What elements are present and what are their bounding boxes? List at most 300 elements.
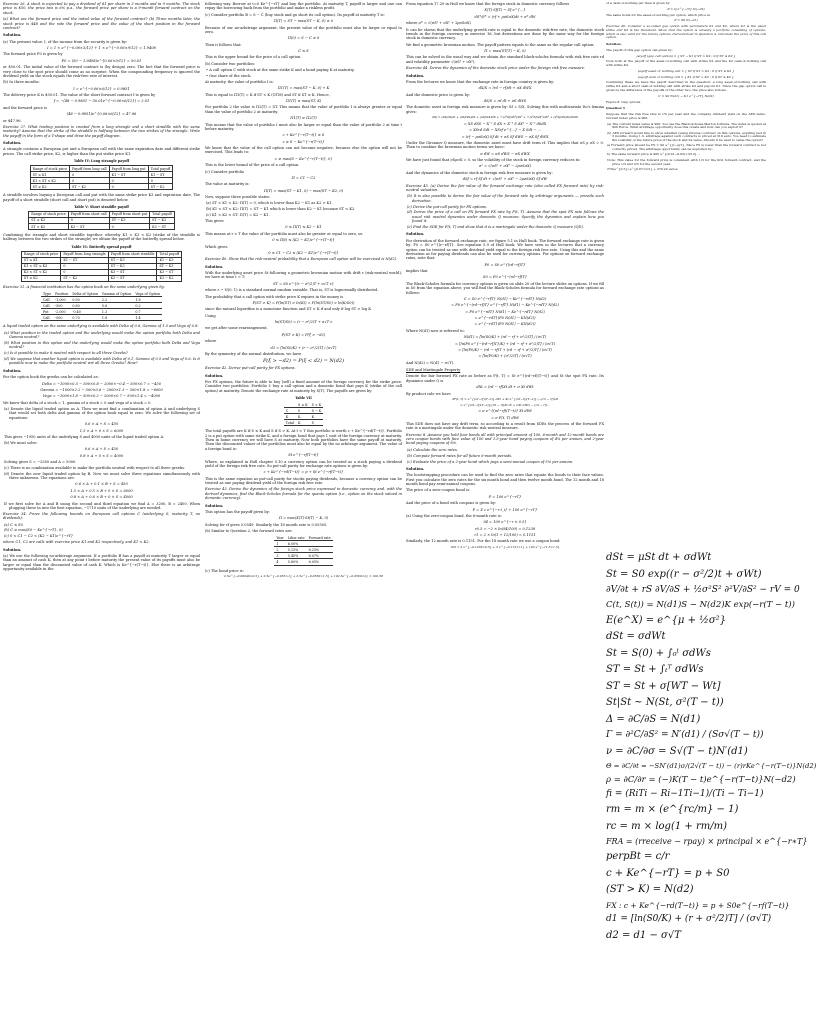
equation: dS/S = rd dt + σS dWS — [483, 99, 527, 103]
equation: X(T)·Sf(T) ~ Sf e^{...} — [484, 8, 526, 13]
paragraph: where σ* = √(σS² + σX² + 2ρσSσX) — [406, 21, 471, 26]
paragraph: This gives: — [205, 219, 225, 223]
equation: Vega = −1000×1.8 − 500×0.2 − 2000×0.7 − 500×1.4 = −4000 — [42, 394, 161, 399]
table-cell: -500 — [53, 315, 70, 321]
equation: 0.8 × A + 0.6 × B + 0 × S = 4000 — [70, 495, 133, 500]
formula: rc = m × log(1 + rm/m) — [606, 820, 727, 832]
paragraph: A straddle involves buying a European call and put with the same strike price K3 and expiration date. The payoff of a short straddle (short call and short put) is denoted below. — [3, 193, 200, 202]
paragraph: This SDE does not have any drift term, so according to a result from SDEs the process of the forward FX rate is a martingale under the domestic risk neutral measure. — [406, 421, 604, 431]
table-cell: -500 — [53, 303, 70, 309]
exercise-42: Exercise 42. Derive put-call parity for FX options. — [205, 366, 296, 371]
table-cell: Total — [285, 420, 295, 425]
paragraph: And the price of a bond with coupons is given by: — [406, 501, 497, 506]
paragraph: A strangle contains a European put and a European call with the same expiration date and different strike prices. The call strike price, K2, is higher than the put strike price K1. — [3, 147, 200, 156]
table-cell: 5.45% — [286, 553, 307, 559]
equation: 0.6 × A + S = 450 — [84, 447, 119, 452]
paragraph: We have just found that σSρσX = 0, so the volatility of the stock in foreign currency reduces to: — [406, 158, 581, 163]
paragraph: since the natural logarithm is a monotone function and ST > K if and only if log ST > log K. — [205, 307, 373, 312]
equation: Gamma = −1000×2.2 − 500×0.6 − 2000×1.3 − 500×1.8 = −6000 — [40, 387, 163, 392]
paragraph: Note both at the payoff of the asset-or-nothing call with strike K2 and the K2 cash-or-nothing call with strike K2. — [606, 59, 766, 68]
equation: c + Ke^{−rd(T−t)} = p + St e^{−rf(T−t)} — [263, 470, 344, 475]
table-cell: 4 — [274, 559, 285, 565]
equation: σ² = √(σS² + σX² − 2ρσSσX) — [478, 164, 531, 169]
equation: 0.6 × A + S = 450 — [84, 422, 119, 427]
paragraph: or $50.01. The initial value of the forward contract is (by design) zero. The fact that the forward price is very close to the spot price should come as no surprise. When the compounding frequency is ignored the dividend yield on the stock equals the risk-free rate of interest. — [3, 65, 200, 78]
paragraph: (a) The present value, I, of the income from the security is given by: — [3, 39, 128, 44]
table-cell: 0.6 — [100, 303, 133, 309]
paragraph: This is equal to Π1(T) = K if ST < K (OTM) and ST if ST ≥ K. Hence, — [205, 92, 330, 97]
question-item: (c) Evaluate the price of a 2-year bond which pays a semi-annual coupon of 5% per annum. — [407, 459, 574, 464]
equation: Π = max(ST(T) − K, 0) — [484, 49, 526, 53]
table-cell: K1 − K3 — [157, 257, 182, 263]
paragraph: Similarly, the 12 month rate is 0.1151. For the 18 month rate we use a coupon bond: — [406, 539, 561, 544]
equation: = [ln(F0/K) − (rd − rf)T + (rd − rf + σ²/2)T] / (σ√T) — [458, 347, 552, 352]
paragraph: The Black-Scholes formula for currency options is given on slide 20 of the lecture slides on options. If we fill in S0 from the equation above, you will find the Black-Scholes formula for forward exchange rate options as follows: — [406, 281, 604, 295]
paragraph: Now, suppose three possible states: — [205, 195, 271, 199]
equation: dF(t, T) = e^{(rd−rf)(T−t)} dXt + Xt e^{(rd−rf)(T−t)} (−(rd − rf))dt — [451, 396, 559, 401]
formula: c + Ke^{−rT} = p + S0 — [606, 867, 730, 879]
paragraph: Denote the fair forward FX rate as before as F(t, T) = St e^{(rd−rf)(T−t)} and St the spot FX rate. Its dynamics under Q is — [406, 374, 604, 383]
table-header-cell: Position — [55, 291, 69, 296]
table-row — [29, 224, 175, 230]
question-item: (d) We suppose that another liquid option is available with Delta of 0.1, Gamma of 0.5 and Vega of 0.6. Is it possible now to make the portfolio neutral wrt all three Greeks? How? — [4, 357, 200, 366]
paragraph: (c) Consider portfolio B = S − C (buy stock and go short its call option). Its payoff at maturity T is: — [205, 12, 385, 17]
table-cell: 0 — [70, 178, 109, 184]
equation: P = Σ c e^{−r t_i} + 100 e^{−rT} — [472, 507, 538, 512]
table-cell: 0 — [109, 178, 148, 184]
formula: (ST > K) = N(d2) — [606, 884, 694, 896]
formula: Γ = ∂²C/∂S² = N′(d1) / (Sσ√(T − t)) — [606, 730, 764, 741]
column-2 — [205, 2, 402, 1022]
table-cell: K — [284, 414, 296, 420]
paragraph: For the option book the greeks can be calculated as: — [3, 375, 99, 380]
option-book-table — [41, 291, 162, 321]
equation: C = S0 N(d1) − K1 e^{−rT} N(d2) — [658, 93, 714, 98]
equation: C ≤ S — [298, 49, 309, 53]
equation: c ≥ max(S − Ke^{−r(T−t)}, 0) — [275, 156, 332, 161]
table-header-cell: Forward rate — [308, 535, 331, 540]
equation: = XS dSS − X⁻² S dX + X⁻³ S dX² − X⁻² dSdX — [463, 121, 547, 126]
table-row — [21, 275, 181, 281]
table-cell: ST ≤ K1 — [21, 257, 60, 263]
long-strangle-table — [30, 165, 174, 190]
equation: r1 = 2 × ln(1 + 12/100) = 0.1151 — [474, 533, 536, 538]
equation: dX/X = (rd − rf)dt + σX dWX — [478, 86, 532, 91]
equation: = e^{−rdT}(F0 N(d1) − KN(d2)) — [474, 316, 536, 321]
table-row — [41, 315, 162, 321]
equation: F0 = (50 − 1.9408)e^{0.06×9/12} = 50.01 — [61, 58, 142, 63]
equation: 0 ≤ C1 − C2 ≤ (K2 − K1)e^{−r(T−t)} — [268, 250, 339, 255]
question-item: (a) The current index value is 900. You use the Black-Scholes-Merton formula. The index is quoted at 900 Euros. What arbitrage opportunity does this create and how can you exploit it? — [607, 121, 766, 130]
equation: 94 = 100 e^{−r × 0.5} — [483, 520, 527, 525]
paragraph: Solving for rf gives 0.0549. Similarly the 18 month rate is 0.05505. — [205, 522, 328, 527]
equation: = (rf − ρσSσX) Sf dt + σS Sf dWS − σX Sf dWX — [461, 134, 549, 139]
paragraph: Using — [205, 313, 216, 318]
equation: c ≥ S − Ke^{−r(T−t)} — [282, 139, 325, 144]
column-3 — [406, 2, 604, 1022]
table-cell: 0 — [61, 263, 108, 269]
table-cell: K1 − ST — [109, 172, 148, 178]
equation: P = S0 N(−d1) — [674, 18, 698, 23]
table-cell: K3 − ST — [68, 224, 109, 230]
equation: Π(0) = S − C ≥ 0 — [287, 36, 320, 41]
paragraph: The total payoffs are K if S ≤ K and S if S > K. At t < T this portfolio is worth c + Ke^{−rd(T−t)}. Portfolio 2 is a put option with same strike K, and a foreign bond that pays 1 unit of the foreign currency at maturity. Then in home currency we will have S at maturity. Now both portfolios have the same payoff at maturity. Then the discounted values of the portfolios must also be equal by the no arbitrage argument. The value of a foreign bond is: — [205, 429, 402, 451]
equation: ln(ST/S0) = (r − σ²/2)T + σ√T ε — [274, 320, 333, 324]
equation: = σ e^{(rd−rf)(T−t)} Xt dWt — [478, 409, 532, 414]
table-row — [30, 184, 173, 190]
paragraph: This option has the payoff given by: — [205, 509, 270, 514]
table-cell: 6.25% — [307, 547, 333, 553]
equation: Π1(T) ≥ max(ST, K) — [285, 99, 322, 103]
equation: (48 − 0.9851)e^{0.06×6/12} = 47.96 — [66, 112, 137, 117]
equation: P = Q e^{−rT} N(−d2) — [667, 6, 705, 11]
table-cell: ST − K3 — [108, 263, 157, 269]
equation: P(ST > K) = P(ξ > −d2) — [281, 332, 326, 337]
equation: 1.5 × A + 0 × S = 6000 — [79, 428, 124, 433]
table-cell: 3 — [274, 553, 285, 559]
question-heading: Question 3 — [606, 106, 625, 111]
table-cell: ST − K2 — [70, 184, 109, 190]
table-cell: 1 — [274, 541, 285, 547]
table-cell: K3 − ST — [108, 275, 157, 281]
paragraph: (c) There is no combination available to make the portfolio neutral with respect to all three greeks. — [4, 465, 186, 470]
table-cell: Call — [41, 315, 53, 321]
table-header-cell: Gamma of Option — [101, 291, 132, 296]
paragraph: or $47.96. — [3, 118, 22, 123]
list-item: (c) K1 < K2 < ST: Π(T) = K2 − K1. — [206, 213, 270, 218]
table-cell: K3 − ST — [108, 269, 157, 275]
table-cell: ST − K3 — [150, 217, 175, 223]
equation: payoff (gap call option) = { ST − K1 if ST > K2 ; 0 if ST ≤ K2 } — [636, 53, 736, 58]
table-caption: Table IV: Long strangle payoff — [73, 159, 130, 164]
question-item: (c) Is it possible to make it neutral with respect to all three Greeks? — [4, 351, 128, 356]
section-heading: SDE and Martingale Property — [406, 368, 461, 373]
table-cell: 6.07% — [307, 553, 333, 559]
table-cell: Call — [41, 303, 53, 309]
solution-label: Solution. — [3, 368, 22, 373]
table-row — [274, 559, 332, 565]
paragraph: Combining the strangle and short straddle together, whereby K1 < K3 < K2 (strike of the straddle is halfway between the two strikes of the strangle) we obtain the payoff of the butterfly spread below. — [3, 233, 200, 242]
paragraph: (c) The bond price is: — [205, 568, 244, 573]
table-cell: -1,000 — [53, 297, 70, 303]
table-cell: K3 − K2 — [157, 275, 182, 281]
paragraph: The value at maturity is: — [205, 182, 250, 187]
paragraph: where — [205, 339, 217, 344]
question-item: (a) What position in the traded option and the underlying would make the option portfolio both Delta and Gamma neutral? — [4, 330, 200, 340]
table-header-cell: S ≤ K — [298, 402, 308, 407]
question-item: (d) Derive the price of a call on FX forward FX rate by F(t, T). Assume that the spot FX rate follows the usual risk neutral dynamics under domestic Q measure. Specify the dynamics and explain how you found it. — [407, 210, 604, 224]
paragraph: And the domestic price is given by: — [406, 92, 471, 97]
table-caption: Table V: Short straddle payoff — [74, 204, 129, 209]
answer-item: b) The same forward price is 900 e^{(0.01−0.02)×3/12}... — [607, 152, 700, 157]
paragraph: where ε ~ N(0, 1) is a standard normal random variable. That is, ST is lognormally distributed. — [205, 288, 379, 293]
table-cell: K — [310, 414, 324, 420]
column-4 — [606, 2, 766, 547]
table-cell: ST ≤ K1 — [30, 172, 69, 178]
equation: 1.5 × A + 0.5 × B + 0 × S = 6000 — [70, 488, 133, 493]
exercise-27: Exercise 27. What trading position is created from a long strangle and a short straddle with the same maturity? Assume that the strike of the straddle is halfway between the two strikes of the strangle. Write the payoff in the form of a T-shape and draw the payoff diagram. — [3, 124, 200, 138]
question-item: (e) Find the SDE for F(t, T) and show that it is a martingale under the domestic Q measure (QD). — [407, 225, 584, 230]
paragraph: (a) Using the zero-coupon bond, the 6-month rate is: — [406, 513, 502, 518]
table-cell: -0.40 — [70, 309, 100, 315]
paragraph: We know that the value of the call option can not become negative, because else the option will not be exercised. This leads to: — [205, 146, 402, 155]
table-cell: Call — [41, 297, 53, 303]
equation: F0 = S0 e^{(rd−rf)T} — [484, 262, 526, 267]
formula: d2 = d1 − σ√T — [606, 929, 681, 941]
equation: Π = C1 − C2 — [291, 175, 316, 180]
table-cell: 2 — [274, 547, 285, 553]
paragraph: For portfolio 2 the value is Π2(T) = ST. This means that the value of portfolio I is always greater or equal than the value of portfolio 2 at maturity. — [205, 105, 402, 114]
paragraph: Because of our no-arbitrage argument, the present value of the portfolio must also be larger or equal to zero. — [205, 25, 402, 34]
equation: Π = max(X(T)·St(T) − K, 0) — [278, 516, 329, 521]
table-cell: ST − K2 — [148, 184, 173, 190]
paragraph: implies that — [406, 269, 428, 274]
formula: dSt = σdWt — [606, 631, 666, 643]
table-header-cell: Payoff from long strangle — [61, 251, 108, 257]
table-header-cell: Range of stock price — [29, 211, 68, 217]
paragraph: Which gives: — [205, 244, 229, 249]
paragraph: The delivery price K is $50.01. The value of the short forward contract f is given by — [3, 93, 156, 97]
table-cell: 0.80 — [70, 303, 100, 309]
question-item: (a) Calculate the zero rates. — [407, 447, 458, 452]
list-item: (b) K1 < ST < K2: Π(T) = ST − K1 which is lower than K2 − K1 because ST < K2. — [206, 207, 356, 212]
equation: payoff asset or nothing call = { ST if ST > K2 ; 0 if ST ≤ K2 } — [637, 68, 735, 73]
table-cell: 1.8 — [100, 315, 133, 321]
formula: C(t, S(t)) = N(d1)S − N(d2)K exp(−r(T − t)) — [606, 600, 795, 611]
paragraph: This means that the value of portfolio I must also be larger or equal than the value of portfolio 2 at time t before maturity. — [205, 122, 402, 131]
table-cell: 6.00% — [286, 541, 307, 547]
paragraph: The payoff of this gap option can given by: — [606, 47, 673, 52]
exercise-45: Exercise 45. (a) Derive the fair value of the forward exchange rate (also called FX forward rate) by risk-neutral valuation. — [406, 183, 604, 192]
exercise-31: Exercise 31. A financial institution has the option book on the same underlying given by: — [3, 284, 165, 289]
table-cell: K1 < ST < K2 — [30, 178, 69, 184]
paragraph: (c) Consider portfolio — [205, 169, 245, 174]
paragraph: And the dynamics of the domestic stock in foreign risk free measure is given by: — [406, 170, 553, 175]
equation: 0.8 × A + 0 × S = 4000 — [79, 453, 124, 458]
question-item: (b) Compute forward rates for all future 6-month periods. — [407, 453, 513, 458]
question-item: (b) It is also possible to derive the fair value of the forward rate by arbitrage arguments — provide such derivation. — [407, 194, 604, 203]
list-item: • One share of the stock. — [206, 74, 252, 78]
solution-label: Solution. — [406, 232, 425, 237]
equation: St e^{−rf(T−t)} — [288, 453, 319, 458]
equation: dSf = rf Sf dt + √(σS² + σX² − 2ρσSσX) Sf dW — [462, 177, 548, 182]
paragraph: (a) Denote the liquid traded option as A. Then we must find a combination of option A and underlying S that would set both delta and gamma of the option book equal to zero. We solve the following set of equations: — [4, 407, 200, 420]
table-cell: 1.8 — [133, 297, 162, 303]
table-cell: -2,000 — [53, 309, 70, 315]
question-item: (c) Derive the put-call parity for FX options. — [407, 204, 488, 209]
equation: Π1(T) ≥ Π2(T) — [290, 116, 317, 121]
formula: ρ = ∂C/∂r = (−)K(T − t)e^{−r(T−t)}N(−d2) — [606, 774, 796, 785]
paragraph: At maturity, the value of portfolio I is: — [205, 79, 274, 84]
table-cell: ST > K3 — [29, 224, 68, 230]
table-header-cell: Libor rate — [287, 535, 305, 540]
table-cell: 0 — [68, 217, 109, 223]
table-cell: 1.4 — [133, 315, 162, 321]
solution-label: Solution. — [205, 503, 224, 508]
equation: Π(T) = ST − max(ST − K, 0) ≥ 0 — [273, 19, 334, 24]
table-header-cell: Total payoff — [150, 211, 175, 217]
paragraph: The bootstrapping procedure can be used to find the zero rates that equate the bonds to their face values. First you calculate the zero rates for the six month bond and then twelve month bond. The 12 month and 18 month bond pay semi-annual coupons. — [406, 473, 604, 487]
question-item: (b) C ≥ max(S0 − Ke^{−rT}, 0) — [4, 528, 63, 533]
equation: = XSrd Sdt − XSrf e^{...} − X Sdt − ... — [468, 128, 542, 133]
solution-label: Solution. — [205, 373, 224, 378]
table-header-cell: Total payoff — [157, 251, 182, 257]
paragraph: Solving gives S = −2550 and A = 5000. — [4, 459, 77, 464]
equation: P(ξ > −d2) = P(ξ < d2) = N(d2) — [262, 358, 345, 365]
paragraph: Then it follows that: — [205, 42, 242, 47]
table-cell: ST − K3 — [108, 257, 157, 263]
butterfly-table — [21, 251, 182, 282]
paragraph: we get after some rearrangement, — [205, 326, 268, 331]
paragraph: Under the Girsanov Q measure, the domestic asset must have drift term rf. This implies that σS ρ σX = 0. Then to combine the brownian motion terms we have: — [406, 140, 604, 150]
paragraph: We find a geometric brownian motion. The payoff pattern equals to the same as the regular call option: — [406, 42, 595, 47]
answer-item: Note: This value for the forward price is consistent with 1/3 for the first forward contract, and the price 1/3 and 2/3 for the second year. — [607, 157, 766, 166]
table-cell: 0 — [61, 269, 108, 275]
table-cell: K — [296, 414, 310, 420]
table-cell: 5.60% — [286, 559, 307, 565]
formula: St = S0 exp((r − σ²/2)t + σWt) — [606, 568, 762, 580]
equation: = [ln(F0 e^{−(rd−rf)T}/K) + (rd − rf + σ²/2)T] / (σ√T) — [454, 341, 556, 346]
paragraph: This is the upper bound for the price of a call option. — [205, 55, 302, 60]
paragraph: This is the lower bound of the price of a call option. — [205, 163, 300, 168]
formula-sheet — [606, 548, 816, 1020]
paragraph: This can be solved in the usual way and we obtain the standard black-scholes formula with risk free rate rd and volatility parameter √(σS² + σX²). — [406, 55, 604, 64]
exercise-26-questions: (a) What are the forward price and the initial value of the forward contract? (b) Three months later, the stock price is $48 and the rate the forward price and the value of the short position in the forward contract? — [3, 17, 200, 30]
paragraph: We know that delta of a stock = 1, gamma of a stock = 0 and vega of a stock = 0. — [3, 400, 152, 405]
formula: ∂V/∂t + rS ∂V/∂S + ½σ²S² ∂²V/∂S² − rV = 0 — [606, 585, 800, 595]
formula: Δ = ∂C/∂S = N(d1) — [606, 713, 701, 725]
table-cell: 5.13% — [286, 547, 307, 553]
paragraph: This means at t < T the value of the portfolio must also be greater or equal to zero, so: — [205, 231, 364, 236]
table-cell: K1 < ST ≤ K3 — [21, 263, 60, 269]
equation: c + Ke^{−r(T−t)} ≥ S — [282, 133, 325, 138]
table-cell: ST ≥ K2 — [21, 275, 60, 281]
table-caption: Table VI: Butterfly spread payoff — [71, 244, 132, 249]
equation: = F0 e^{−rdT} N(d1) − Ke^{−rdT} N(d2) — [465, 309, 545, 314]
table-header-cell: Range of stock price — [30, 166, 69, 172]
table-cell: ST − K3 — [109, 217, 150, 223]
formula: Θ = ∂C/∂t = −SN′(d1)σ/(2√(T − t)) − (r)rKe^{−r(T−t)}N(d2) — [606, 762, 816, 771]
question-item: (c) 0 < C1 − C2 < (K2 − K1)e^{−rT} — [4, 534, 74, 539]
table-cell: 2.2 — [100, 297, 133, 303]
table-cell: C — [284, 408, 296, 414]
paragraph: (a) We use the following no-arbitrage argument. If a portfolio B has a payoff at maturity T larger or equal than an amount of cash K, then at any point t before maturity the present value of its payoffs must also be larger or equal than the discounted value of cash K. Which is Ke^{−r(T−t)}. Else there is an arbitrage opportunity available in the — [3, 553, 200, 572]
formula: d1 = [ln(S0/K) + (r + σ²/2)T] / (σ√T) — [606, 914, 772, 925]
paragraph: following way. Borrow at t=0 Ke^{−rT} and buy the portfolio. At maturity T, payoff is larger and one can repay the borrowing back from the portfolio and make a riskless profit. — [205, 2, 402, 11]
paragraph: The forward price F0 is given by — [3, 52, 63, 57]
solution-label: Solution. — [3, 33, 22, 38]
table-header-cell: Vega of Option — [135, 291, 161, 296]
equation: dS*/S* = (rf + ρσSσX)dt + σ* dW — [474, 14, 536, 19]
table-cell: S − K — [311, 408, 322, 413]
table-header-cell: Type — [42, 291, 52, 296]
paragraph: (b) Consider two portfolios: — [205, 61, 256, 66]
table-header-cell: Delta of Option — [72, 291, 98, 296]
answer-item: a) Forward price should be F0 = S0 e^{(r−q)T}. Since F0 is lower than the forward contract is not correctly priced. The arbitrage opportunity can be exploited by... — [607, 143, 766, 152]
table-cell: K3 < ST < K2 — [21, 269, 60, 275]
paragraph: With the underlying asset price St following a geometric brownian motion with drift r (risk-neutral world), we have at time t = T: — [205, 271, 402, 280]
equation: d2 = [ln(S0/K) + (r − σ²/2)T] / (σ√T) — [270, 345, 337, 350]
table-cell: 6.05% — [307, 559, 333, 565]
equation: = e^{−rdT}(F0 N(d1) − KN(d2)) — [474, 322, 536, 327]
paragraph: (d) Denote the new liquid traded option by B. Now we must solve three equations simultaneously with three unknowns. The equations are: — [4, 471, 200, 481]
paragraph: (b) Similar to Question 2, the forward rates are: — [205, 529, 293, 534]
equation: = e^{(rd−rf)(T−t)}((rd − rf)Xt dt + σXt dWt) − (rd − rf)... — [460, 402, 550, 407]
paragraph: (b) We must solve: — [4, 440, 38, 445]
equation: P(ST > K) = P(ln(ST) > ln(K)) = P(ln(ST/S0) > ln(K/S0)) — [252, 300, 355, 305]
equation: C = S0 e^{−rfT} N(d1) − Ke^{−rdT} N(d2) — [463, 296, 547, 301]
table-cell: K3 − ST — [157, 269, 182, 275]
paragraph: The price of a zero-coupon bond is: — [406, 488, 471, 493]
formula: perpBt = c/r — [606, 851, 670, 863]
equation: I = e^{−0.06×6/12} = 0.9851 — [73, 86, 130, 91]
exercise-40: Exercise 40. Show that the risk-neutral probability that a European call option will be exercised is N(d2). — [205, 257, 398, 262]
table-cell: 0.7 — [133, 309, 162, 315]
equation: 0.6 × A + 0.1 × B + S = 450 — [75, 482, 128, 487]
solution-label: Solution. — [606, 42, 622, 47]
equation: 100 = 3 e^{−0.1238×0.5} + 3 e^{−0.1151×1} + 103 e^{−r1.5×1.5} — [450, 544, 560, 549]
paragraph: For derivation of the forward exchange rate, we figure 5.1 in Hull book. The forward exchange rate is given by: F0 = S0 e^{(r−rf)T}. See equation 5.9 of Hull book. We have seen in the lectures that a currency option can be treated as one with dividend yield equal to the foreign risk free rate. Using this and the same derivation as for paying dividends can also be used for currency options. For options on forward exchange rates, note that: — [406, 238, 604, 261]
figure-caption: Figure 8: Gap options. — [606, 99, 642, 104]
solution-label: Solution. — [3, 141, 22, 145]
formula: FRA = (rreceive − rpay) × principal × e^{−r∗T} — [606, 837, 808, 847]
column-1 — [3, 2, 200, 1022]
put-call-table — [284, 402, 323, 426]
formula: ν = ∂C/∂σ = S√(T − t)N′(d1) — [606, 745, 748, 757]
paragraph: of a cash-or-nothing put then is given by: — [606, 1, 671, 5]
paragraph: (b) In three months: — [3, 80, 40, 85]
table-header-cell: Total payoff — [148, 166, 173, 172]
equation: S0 = F0 e^{−(rd−rf)T} — [483, 275, 527, 280]
table-cell: 0.70 — [70, 315, 100, 321]
equation: ST = S0 e^{(r − σ²/2)T + σ√T ε} — [273, 281, 334, 286]
paragraph: A liquid traded option on the same underlying is available with Delta of 0.6, Gamma of 1.5 and Vega of 0.8. — [3, 324, 199, 329]
table-cell: 0.50 — [70, 297, 100, 303]
exercise-43: Exercise 43. Derive the dynamics of the foreign stock price expressed in domestic currency and, with the derived dynamics, find the Black-Scholes formula for the quanto option (i.e., option on the stock valued in domestic currency). — [205, 487, 402, 501]
table-cell: 0 — [109, 184, 148, 190]
paragraph: Combining these we have the payoff described in the question: a long asset-or-nothing call with strike K2 and a short cash-or-nothing call with strike K2 and payout K1. Since the gap option call is given by the difference of the payoffs of the other two, the price also follows. — [606, 80, 766, 93]
equation: = σ F(t, T) dWt — [491, 415, 519, 420]
equation: Π1(T) = max(ST − K, 0) + K — [277, 86, 330, 91]
paragraph: From equation 17.20 in Hull we know that the foreign stock in domestic currency follows — [406, 2, 570, 6]
solution-label: Solution. — [406, 466, 425, 471]
table-header-cell: Range of stock price — [21, 251, 60, 257]
equation: N(d1) = [ln(S0/K) + (rd − rf + σ²/2)T] / (σ√T) — [463, 335, 547, 340]
question-item: (b) What position in this option and the underlying would make the option portfolio both Delta and Vega neutral? — [4, 340, 200, 350]
list-item: • A call option C with stock at the same strike K and a bond paying K at maturity. — [206, 68, 355, 73]
paragraph: This gives −1950 units of the underlying S and 4000 units of the liquid traded option A. — [4, 434, 165, 439]
exercise-26: Exercise 26. A stock is expected to pay a dividend of $1 per share in 3 months and in 9 months. The stock price is $50, the price two is 6% p.a., the forward price per share is a 9-month forward contract on the stock. — [3, 2, 200, 15]
table-header-cell: Payoff from short straddle — [108, 251, 157, 257]
solution-label: Solution. — [205, 264, 224, 269]
equation: Π(T) = max(ST − K1, 0) − max(ST − K2, 0) — [263, 188, 344, 193]
exercise-34: Exercise 34. Prove the following bounds on European call options C (underlying S, maturity T, no dividends): — [3, 511, 200, 521]
table-cell: ST ≤ K3 — [29, 217, 68, 223]
table-cell: ST − K3 — [157, 263, 182, 269]
equation: P = 100 e^{−rT} — [488, 494, 522, 499]
formula: St = S(0) + ∫₀ᵗ σdWs — [606, 647, 711, 659]
equation: = F0 e^{−(rd−rf)T} e^{−rfT} N(d1) − Ke^{−rdT} N(d2) — [451, 303, 559, 308]
question-item: (b) AEX forward would like to show whether (using futures) contract on this options, expiring just in 3 months. Using 1.3, arbitrage against such contracts is priced at 319 euro. You need to estimate the volatility of the future price of the stock and its value. Should it be used to value the option? — [607, 130, 766, 143]
equation: r0.5 = −2 × ln(94/100) = 0.1238 — [474, 526, 536, 531]
formula: ST = St + ∫ₜᵀ σdWs — [606, 664, 704, 676]
paragraph: The probability that a call option with strike price K expires in the money is — [205, 294, 344, 299]
formula: St|St ~ N(St, σ²(T − t)) — [606, 697, 724, 709]
formula: FX : c + Ke^{−rd(T−t)} = p + S0e^{−rf(T−t)} — [606, 900, 790, 910]
equation: payoff cash or nothing call = { K1 if ST > K2 ; 0 if ST ≤ K2 } — [638, 74, 734, 79]
formula: fi = (RiTi − Ri−1Ti−1)/(Ti − Ti−1) — [606, 789, 764, 800]
table-header-cell: S > K — [311, 402, 322, 407]
